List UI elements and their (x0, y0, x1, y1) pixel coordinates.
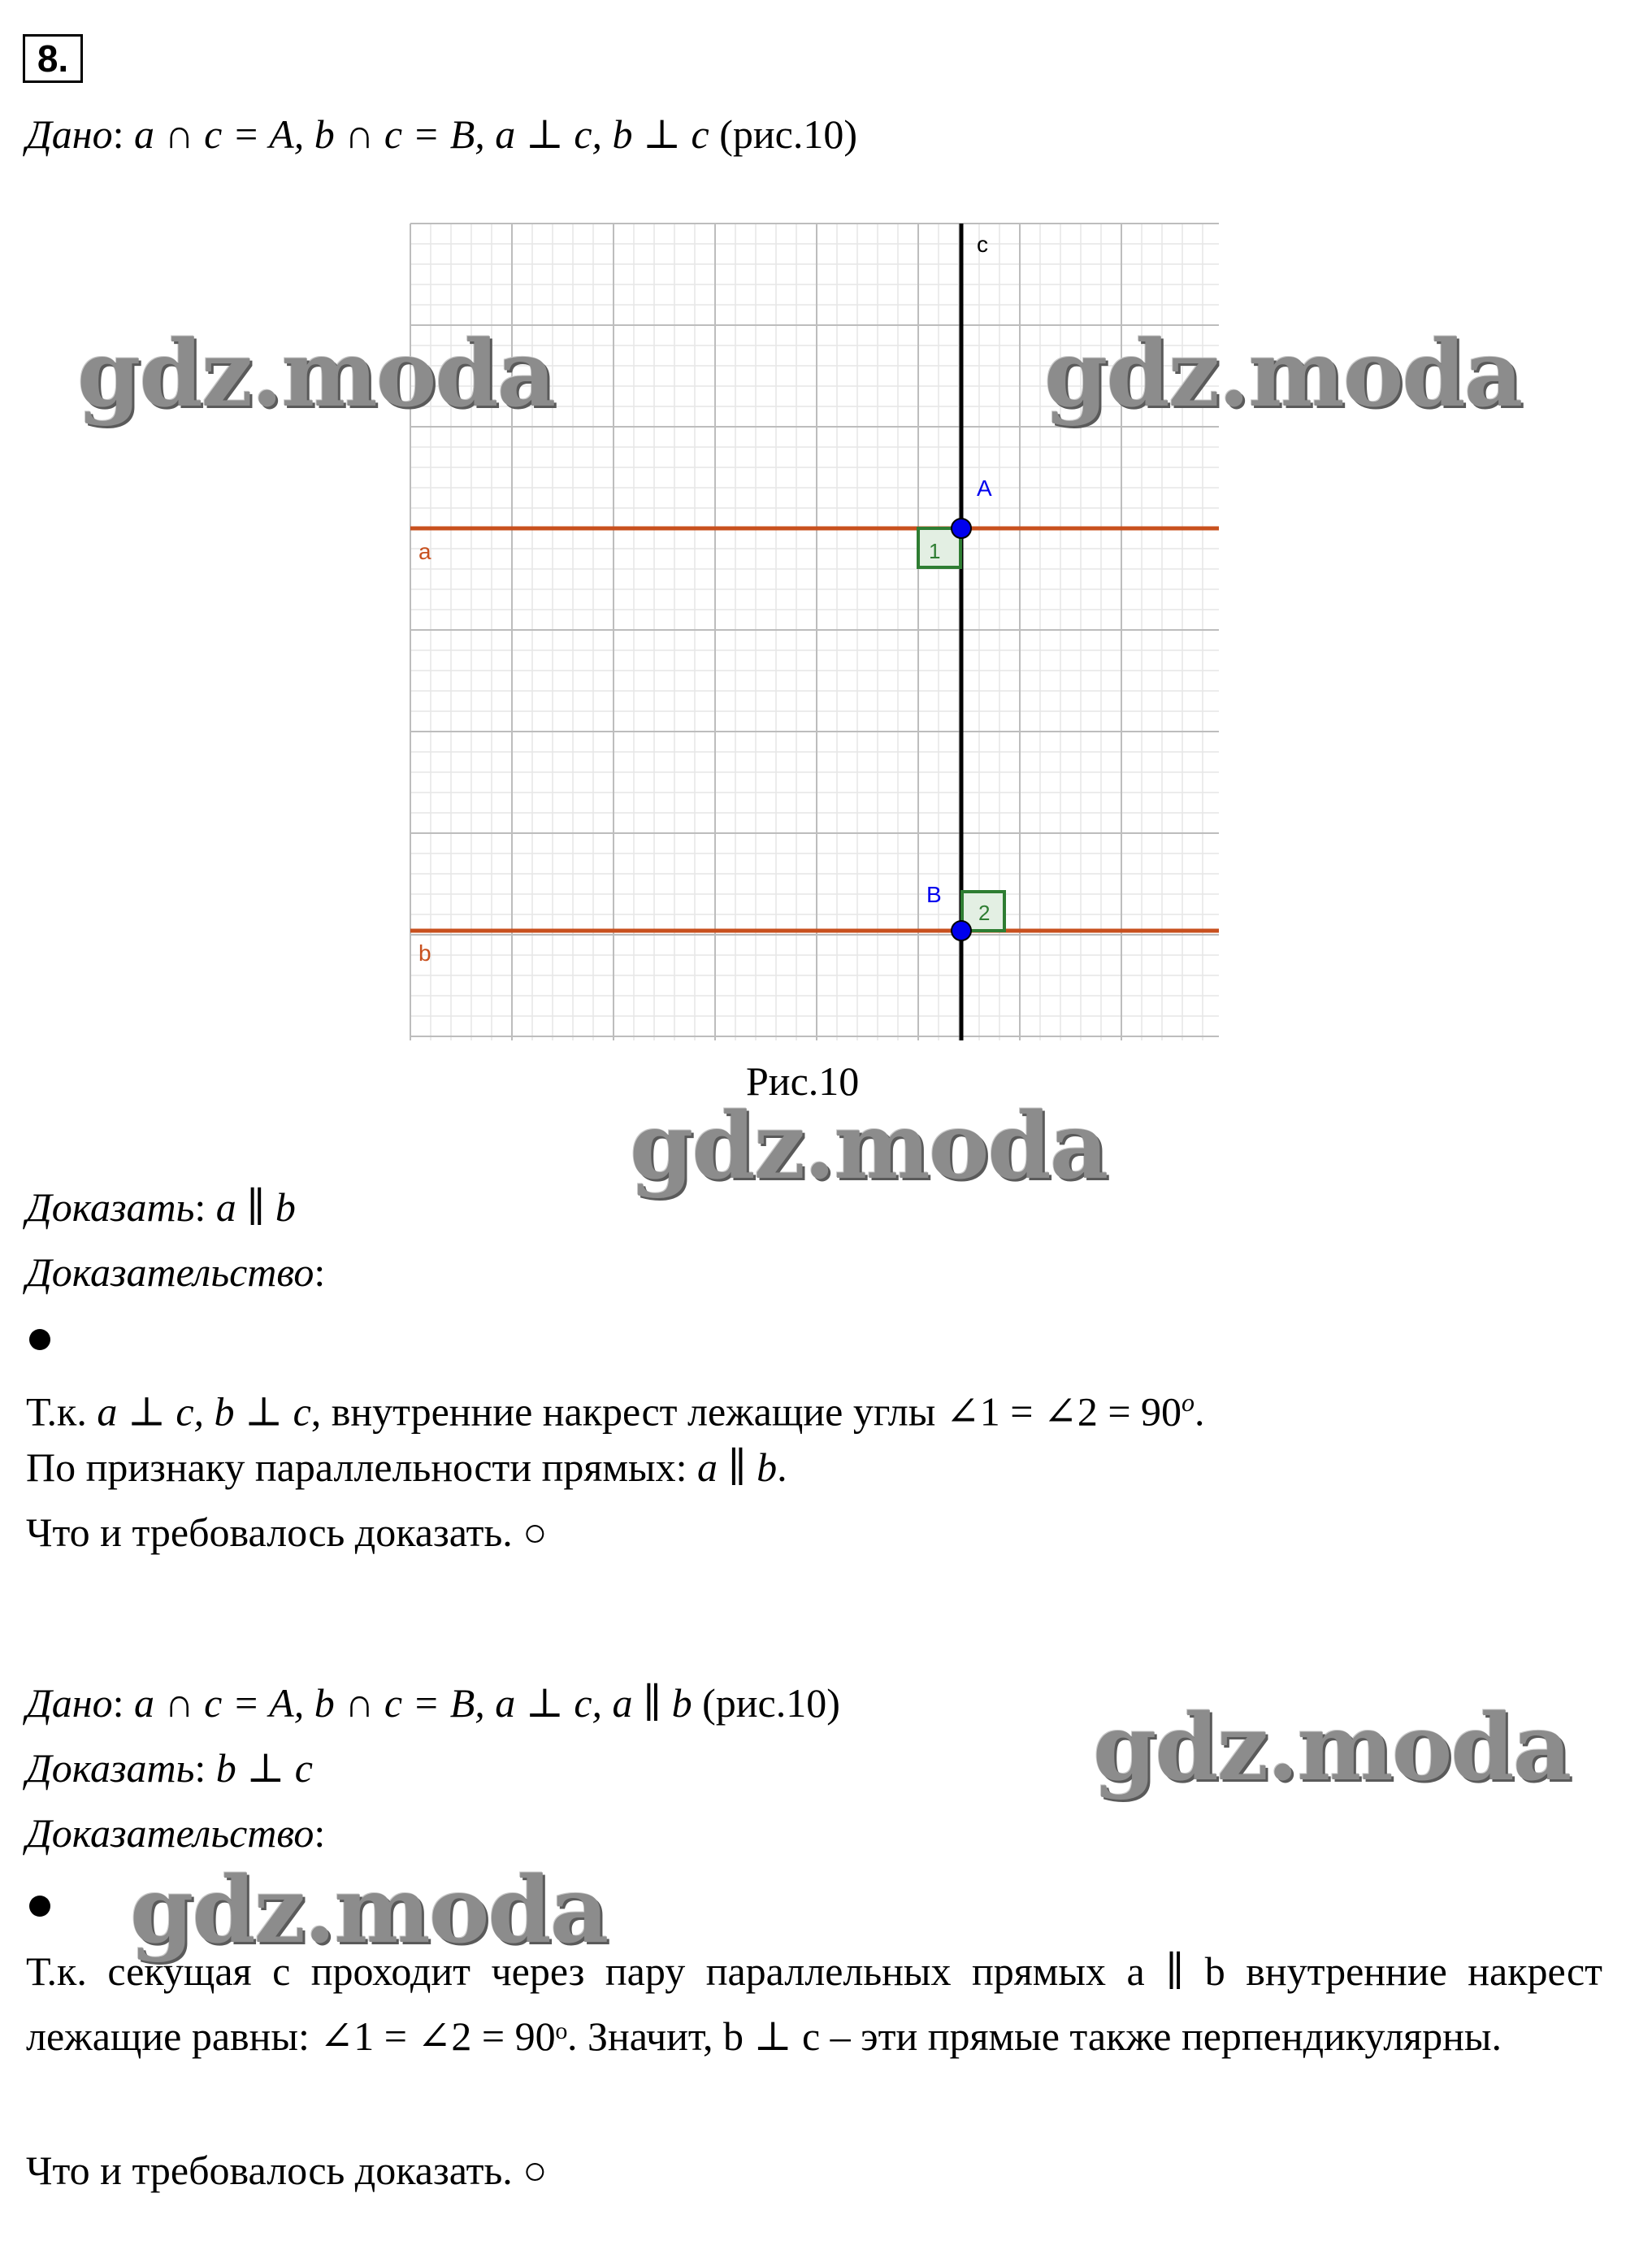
watermark: gdz.moda (1093, 1695, 1571, 1801)
point-A (952, 519, 971, 538)
given-line-1: Дано: a ∩ c = A, b ∩ c = B, a ⊥ c, b ⊥ c (рис.10) (26, 111, 857, 157)
bullet-2 (29, 1896, 50, 1917)
prove-line-1: Доказать: a ∥ b (26, 1184, 296, 1230)
problem-number: 8. (23, 34, 83, 83)
line-b-label: b (418, 940, 431, 966)
prove-formula: a ∥ b (215, 1184, 296, 1230)
point-B (952, 921, 971, 940)
watermark: gdz.moda (130, 1857, 608, 1964)
proof2-end: Что и требовалось доказать. ○ (26, 2148, 548, 2193)
proof-label: Доказательство (26, 1249, 314, 1295)
figure-caption: Рис.10 (746, 1058, 860, 1104)
proof-label-2: Доказательство (26, 1810, 314, 1856)
degree-sup: o (1182, 1388, 1195, 1417)
proof1-line1-end: . (1195, 1388, 1205, 1435)
bullet-1 (29, 1329, 50, 1350)
given-ref-2: (рис.10) (702, 1680, 840, 1726)
point-A-label: A (977, 476, 992, 501)
proof1-line1 (26, 1378, 1205, 1436)
prove-line-2: Доказать: b ⊥ c (26, 1745, 313, 1791)
given-line-2: Дано: a ∩ c = A, b ∩ c = B, a ⊥ c, a ∥ b (рис.10) (26, 1680, 840, 1726)
line-a-label: a (418, 539, 431, 564)
watermark: gdz.moda (1044, 321, 1522, 428)
prove-label: Доказать (26, 1184, 195, 1230)
proof-heading-1: Доказательство: (26, 1249, 326, 1295)
prove-label-2: Доказать (26, 1745, 195, 1791)
given-label: Дано (26, 111, 113, 157)
angle-1-label: 1 (929, 539, 941, 563)
given-label-2: Дано (26, 1680, 113, 1726)
proof1-line1-start: Т.к. (26, 1388, 98, 1435)
proof1-line1-formula: a ⊥ c, b ⊥ c (97, 1388, 311, 1435)
given-formula: a ∩ c = A, b ∩ c = B, a ⊥ c, b ⊥ c (134, 111, 709, 157)
proof1-line1-rest: , внутренние накрест лежащие углы ∠1 = ∠2 = 90 (310, 1388, 1182, 1435)
prove-formula-2: b ⊥ c (215, 1745, 313, 1791)
proof1-line2-formula: a ∥ b (697, 1444, 778, 1490)
proof1-line2 (26, 1443, 787, 1492)
proof1-line2-end: . (777, 1444, 787, 1490)
given-formula-2: a ∩ c = A, b ∩ c = B, a ⊥ c, a ∥ b (134, 1680, 692, 1726)
proof2-paragraph: Т.к. секущая c проходит через пару параллельных прямых a ∥ b внутренние накрест лежащие равны: ∠1 = ∠2 = 90ᵒ. Значит, b ⊥ c – эти прямые также перпендикулярны. (26, 1948, 1602, 2059)
watermark: gdz.moda (77, 321, 555, 428)
proof-heading-2: Доказательство: (26, 1810, 326, 1856)
line-c-label: c (977, 232, 988, 257)
given-ref: (рис.10) (719, 111, 857, 157)
angle-2-label: 2 (978, 901, 991, 925)
proof1-line2-start: По признаку параллельности прямых: (26, 1444, 698, 1490)
proof1-line3: Что и требовалось доказать. ○ (26, 1509, 548, 1555)
watermark: gdz.moda (630, 1093, 1108, 1200)
point-B-label: B (926, 882, 942, 907)
